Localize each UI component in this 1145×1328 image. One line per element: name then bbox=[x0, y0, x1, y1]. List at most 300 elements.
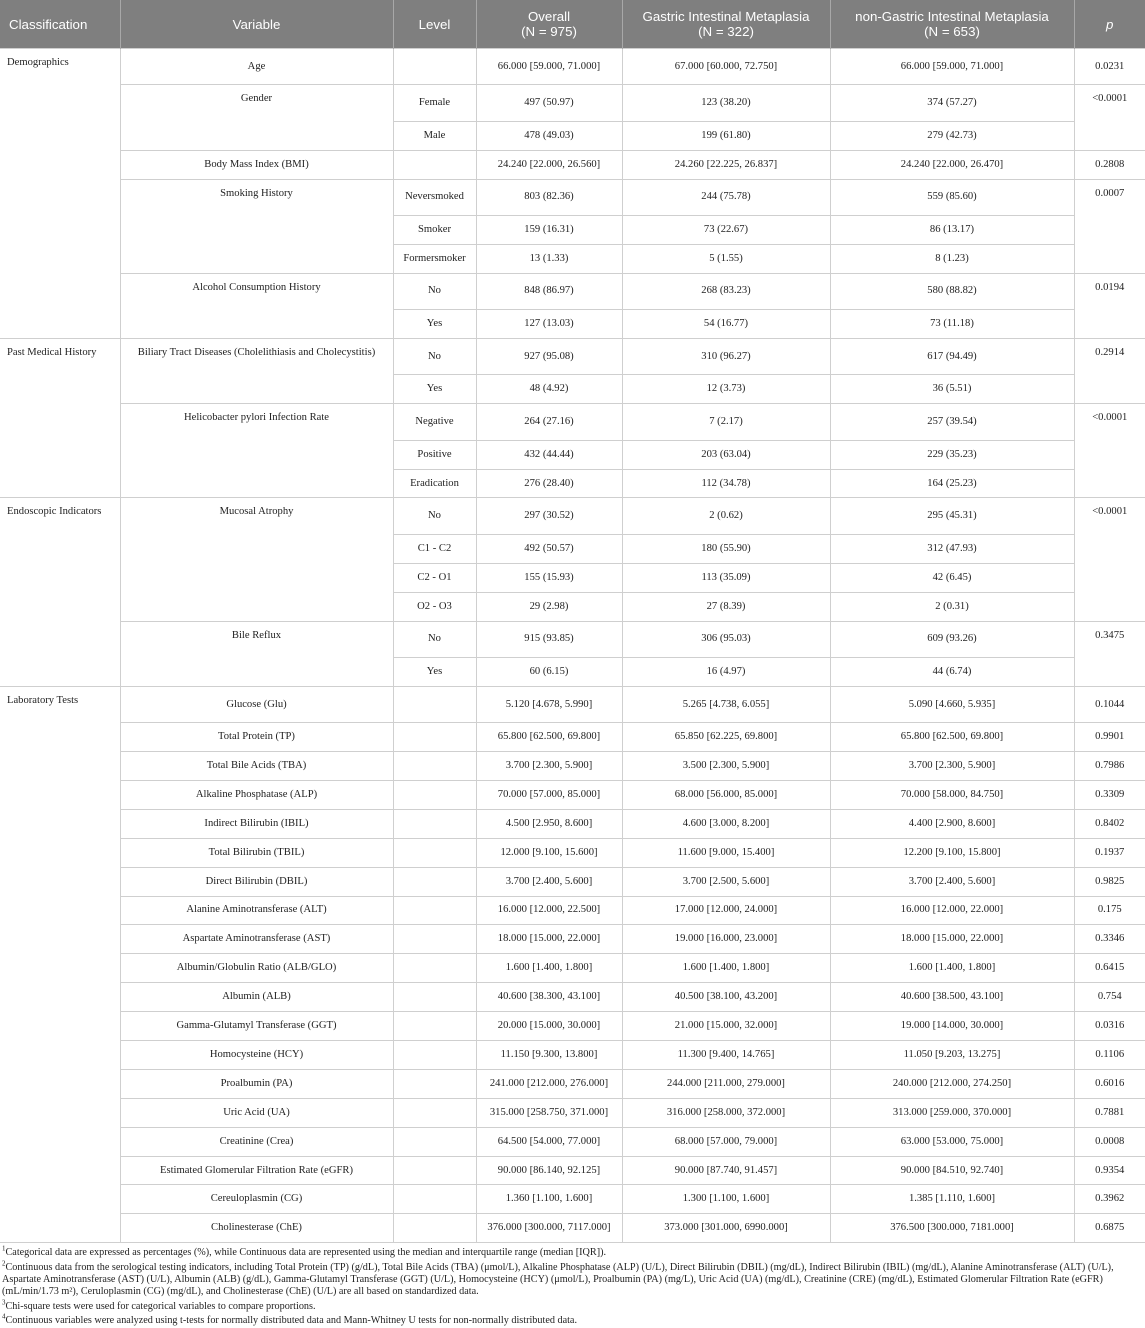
level-cell bbox=[393, 925, 476, 954]
classification-cell bbox=[0, 469, 120, 498]
level-cell bbox=[393, 983, 476, 1012]
p-value-cell: 0.3346 bbox=[1074, 925, 1145, 954]
non-gim-cell: 70.000 [58.000, 84.750] bbox=[830, 780, 1074, 809]
non-gim-cell: 24.240 [22.000, 26.470] bbox=[830, 150, 1074, 179]
p-value-cell: 0.3309 bbox=[1074, 780, 1145, 809]
classification-cell bbox=[0, 534, 120, 563]
gim-cell: 306 (95.03) bbox=[622, 621, 830, 657]
table-row bbox=[0, 925, 1145, 954]
p-value-cell bbox=[1074, 592, 1145, 621]
classification-cell bbox=[0, 404, 120, 440]
non-gim-cell: 16.000 [12.000, 22.000] bbox=[830, 896, 1074, 925]
gim-cell: 4.600 [3.000, 8.200] bbox=[622, 809, 830, 838]
level-cell bbox=[393, 1069, 476, 1098]
table-row bbox=[0, 686, 1145, 722]
gim-cell: 7 (2.17) bbox=[622, 404, 830, 440]
gim-cell: 11.600 [9.000, 15.400] bbox=[622, 838, 830, 867]
gim-cell: 310 (96.27) bbox=[622, 339, 830, 375]
variable-cell bbox=[120, 375, 393, 404]
level-cell: No bbox=[393, 273, 476, 309]
classification-cell bbox=[0, 723, 120, 752]
classification-cell bbox=[0, 983, 120, 1012]
gim-cell: 3.500 [2.300, 5.900] bbox=[622, 752, 830, 781]
non-gim-cell: 66.000 [59.000, 71.000] bbox=[830, 49, 1074, 85]
p-value-cell: 0.9354 bbox=[1074, 1156, 1145, 1185]
table-row bbox=[0, 215, 1145, 244]
footnote-text: Chi-square tests were used for categorical variables to compare proportions. bbox=[5, 1300, 316, 1312]
level-cell: Male bbox=[393, 121, 476, 150]
level-cell: C1 - C2 bbox=[393, 534, 476, 563]
footnote-mark: 2 bbox=[2, 1259, 6, 1268]
p-value-cell bbox=[1074, 657, 1145, 686]
non-gim-cell: 3.700 [2.400, 5.600] bbox=[830, 867, 1074, 896]
table-row bbox=[0, 954, 1145, 983]
level-cell bbox=[393, 150, 476, 179]
variable-cell: Age bbox=[120, 49, 393, 85]
table-row bbox=[0, 339, 1145, 375]
gim-cell: 12 (3.73) bbox=[622, 375, 830, 404]
p-value-cell bbox=[1074, 244, 1145, 273]
p-value-cell: 0.175 bbox=[1074, 896, 1145, 925]
table-row bbox=[0, 534, 1145, 563]
level-cell: Female bbox=[393, 85, 476, 121]
variable-cell bbox=[120, 215, 393, 244]
gim-cell: 2 (0.62) bbox=[622, 498, 830, 534]
header-non-gim bbox=[830, 0, 1074, 49]
table-row bbox=[0, 1127, 1145, 1156]
p-value-cell: 0.1937 bbox=[1074, 838, 1145, 867]
non-gim-cell: 11.050 [9.203, 13.275] bbox=[830, 1041, 1074, 1070]
variable-cell bbox=[120, 469, 393, 498]
classification-cell bbox=[0, 273, 120, 309]
overall-cell: 478 (49.03) bbox=[476, 121, 622, 150]
table-row bbox=[0, 896, 1145, 925]
non-gim-cell: 73 (11.18) bbox=[830, 310, 1074, 339]
overall-cell: 155 (15.93) bbox=[476, 563, 622, 592]
p-value-cell bbox=[1074, 310, 1145, 339]
variable-cell: Direct Bilirubin (DBIL) bbox=[120, 867, 393, 896]
overall-cell: 376.000 [300.000, 7117.000] bbox=[476, 1214, 622, 1242]
table-row bbox=[0, 723, 1145, 752]
classification-cell bbox=[0, 925, 120, 954]
variable-cell: Bile Reflux bbox=[120, 621, 393, 657]
gim-cell: 5 (1.55) bbox=[622, 244, 830, 273]
classification-cell bbox=[0, 1156, 120, 1185]
p-value-cell bbox=[1074, 563, 1145, 592]
variable-cell: Estimated Glomerular Filtration Rate (eGFR) bbox=[120, 1156, 393, 1185]
classification-cell bbox=[0, 244, 120, 273]
table-row bbox=[0, 404, 1145, 440]
classification-cell bbox=[0, 179, 120, 215]
overall-cell: 1.360 [1.100, 1.600] bbox=[476, 1185, 622, 1214]
header-p-value: p bbox=[1074, 0, 1145, 49]
level-cell bbox=[393, 1041, 476, 1070]
laboratory-tests-section bbox=[0, 686, 1145, 1242]
gim-cell: 123 (38.20) bbox=[622, 85, 830, 121]
p-value-cell bbox=[1074, 375, 1145, 404]
overall-cell: 127 (13.03) bbox=[476, 310, 622, 339]
level-cell: No bbox=[393, 339, 476, 375]
p-value-cell: 0.6016 bbox=[1074, 1069, 1145, 1098]
variable-cell bbox=[120, 310, 393, 339]
header-non-gim-n: (N = 653) bbox=[924, 24, 980, 39]
overall-cell: 64.500 [54.000, 77.000] bbox=[476, 1127, 622, 1156]
variable-cell: Gender bbox=[120, 85, 393, 121]
level-cell bbox=[393, 1185, 476, 1214]
variable-cell: Indirect Bilirubin (IBIL) bbox=[120, 809, 393, 838]
header-overall bbox=[476, 0, 622, 49]
table-row bbox=[0, 1185, 1145, 1214]
gim-cell: 90.000 [87.740, 91.457] bbox=[622, 1156, 830, 1185]
classification-cell: Endoscopic Indicators bbox=[0, 498, 120, 534]
header-overall-label: Overall bbox=[527, 9, 571, 24]
level-cell bbox=[393, 954, 476, 983]
classification-cell bbox=[0, 1012, 120, 1041]
gim-cell: 24.260 [22.225, 26.837] bbox=[622, 150, 830, 179]
p-value-cell: 0.1106 bbox=[1074, 1041, 1145, 1070]
variable-cell bbox=[120, 534, 393, 563]
classification-cell bbox=[0, 1069, 120, 1098]
non-gim-cell: 374 (57.27) bbox=[830, 85, 1074, 121]
gim-cell: 21.000 [15.000, 32.000] bbox=[622, 1012, 830, 1041]
overall-cell: 241.000 [212.000, 276.000] bbox=[476, 1069, 622, 1098]
level-cell bbox=[393, 1214, 476, 1242]
level-cell: Yes bbox=[393, 375, 476, 404]
classification-cell bbox=[0, 121, 120, 150]
level-cell bbox=[393, 1012, 476, 1041]
non-gim-cell: 4.400 [2.900, 8.600] bbox=[830, 809, 1074, 838]
classification-cell bbox=[0, 657, 120, 686]
table-row bbox=[0, 179, 1145, 215]
classification-cell: Demographics bbox=[0, 49, 120, 85]
variable-cell: Gamma-Glutamyl Transferase (GGT) bbox=[120, 1012, 393, 1041]
level-cell bbox=[393, 838, 476, 867]
classification-cell bbox=[0, 780, 120, 809]
level-cell bbox=[393, 686, 476, 722]
overall-cell: 159 (16.31) bbox=[476, 215, 622, 244]
overall-cell: 90.000 [86.140, 92.125] bbox=[476, 1156, 622, 1185]
gim-cell: 3.700 [2.500, 5.600] bbox=[622, 867, 830, 896]
non-gim-cell: 1.600 [1.400, 1.800] bbox=[830, 954, 1074, 983]
p-value-cell: <0.0001 bbox=[1074, 498, 1145, 534]
level-cell bbox=[393, 723, 476, 752]
overall-cell: 3.700 [2.400, 5.600] bbox=[476, 867, 622, 896]
footnote bbox=[2, 1298, 1143, 1313]
table-row bbox=[0, 1098, 1145, 1127]
gim-cell: 112 (34.78) bbox=[622, 469, 830, 498]
variable-cell: Albumin (ALB) bbox=[120, 983, 393, 1012]
table-row bbox=[0, 563, 1145, 592]
variable-cell: Cholinesterase (ChE) bbox=[120, 1214, 393, 1242]
header-gim bbox=[622, 0, 830, 49]
overall-cell: 16.000 [12.000, 22.500] bbox=[476, 896, 622, 925]
non-gim-cell: 3.700 [2.300, 5.900] bbox=[830, 752, 1074, 781]
non-gim-cell: 313.000 [259.000, 370.000] bbox=[830, 1098, 1074, 1127]
overall-cell: 13 (1.33) bbox=[476, 244, 622, 273]
footnote-text: Continuous data from the serological testing indicators, including Total Protein (TP) (g/dL), Total Bile Acids (TBA) (μmol/L), Alkaline Phosphatase (ALP) (U/L), Direct Bilirubin (DBIL) (mg/dL), Indirect Bilirubin (IBIL) (mg/dL), Alanine Aminotransferase (ALT) (U/L), Aspartate Aminotransferase (AST) (U/L), Albumin (ALB) (g/dL), Gamma-Glutamyl Transferase (GGT) (U/L), Homocysteine (HCY) (μmol/L), Proalbumin (PA) (mg/L), Uric Acid (UA) (mg/dL), Creatinine (CRE) (mg/dL), Estimated Glomerular Filtration Rate (eGFR) (mL/min/1.73 m²), Ceruloplasmin (CG) (mg/dL), and Cholinesterase (ChE) (U/L) are all based on standardized data. bbox=[2, 1261, 1114, 1298]
p-value-cell: 0.754 bbox=[1074, 983, 1145, 1012]
classification-cell bbox=[0, 1185, 120, 1214]
table-row bbox=[0, 310, 1145, 339]
p-value-cell: 0.7986 bbox=[1074, 752, 1145, 781]
non-gim-cell: 240.000 [212.000, 274.250] bbox=[830, 1069, 1074, 1098]
level-cell bbox=[393, 896, 476, 925]
table-row bbox=[0, 273, 1145, 309]
non-gim-cell: 164 (25.23) bbox=[830, 469, 1074, 498]
gim-cell: 19.000 [16.000, 23.000] bbox=[622, 925, 830, 954]
variable-cell: Total Protein (TP) bbox=[120, 723, 393, 752]
variable-cell: Alcohol Consumption History bbox=[120, 273, 393, 309]
overall-cell: 66.000 [59.000, 71.000] bbox=[476, 49, 622, 85]
level-cell: Smoker bbox=[393, 215, 476, 244]
gim-cell: 180 (55.90) bbox=[622, 534, 830, 563]
variable-cell: Albumin/Globulin Ratio (ALB/GLO) bbox=[120, 954, 393, 983]
level-cell bbox=[393, 780, 476, 809]
non-gim-cell: 12.200 [9.100, 15.800] bbox=[830, 838, 1074, 867]
classification-cell bbox=[0, 1127, 120, 1156]
p-value-cell: 0.3475 bbox=[1074, 621, 1145, 657]
non-gim-cell: 42 (6.45) bbox=[830, 563, 1074, 592]
level-cell: Formersmoker bbox=[393, 244, 476, 273]
footnote bbox=[2, 1244, 1143, 1259]
table-row bbox=[0, 469, 1145, 498]
table-row bbox=[0, 85, 1145, 121]
level-cell: Eradication bbox=[393, 469, 476, 498]
p-value-cell: 0.0007 bbox=[1074, 179, 1145, 215]
non-gim-cell: 229 (35.23) bbox=[830, 440, 1074, 469]
non-gim-cell: 86 (13.17) bbox=[830, 215, 1074, 244]
table-row bbox=[0, 1041, 1145, 1070]
classification-cell bbox=[0, 1214, 120, 1242]
gim-cell: 316.000 [258.000, 372.000] bbox=[622, 1098, 830, 1127]
gim-cell: 27 (8.39) bbox=[622, 592, 830, 621]
classification-cell: Laboratory Tests bbox=[0, 686, 120, 722]
p-value-cell bbox=[1074, 469, 1145, 498]
gim-cell: 54 (16.77) bbox=[622, 310, 830, 339]
gim-cell: 1.300 [1.100, 1.600] bbox=[622, 1185, 830, 1214]
overall-cell: 5.120 [4.678, 5.990] bbox=[476, 686, 622, 722]
non-gim-cell: 312 (47.93) bbox=[830, 534, 1074, 563]
non-gim-cell: 609 (93.26) bbox=[830, 621, 1074, 657]
table-row bbox=[0, 1012, 1145, 1041]
p-value-cell: 0.6875 bbox=[1074, 1214, 1145, 1242]
variable-cell bbox=[120, 657, 393, 686]
level-cell: Yes bbox=[393, 310, 476, 339]
table-row bbox=[0, 1214, 1145, 1242]
variable-cell bbox=[120, 563, 393, 592]
level-cell: No bbox=[393, 621, 476, 657]
non-gim-cell: 19.000 [14.000, 30.000] bbox=[830, 1012, 1074, 1041]
level-cell bbox=[393, 809, 476, 838]
overall-cell: 803 (82.36) bbox=[476, 179, 622, 215]
classification-cell bbox=[0, 150, 120, 179]
p-value-cell: 0.7881 bbox=[1074, 1098, 1145, 1127]
table-row bbox=[0, 1156, 1145, 1185]
non-gim-cell: 63.000 [53.000, 75.000] bbox=[830, 1127, 1074, 1156]
classification-cell bbox=[0, 809, 120, 838]
level-cell: C2 - O1 bbox=[393, 563, 476, 592]
header-level: Level bbox=[393, 0, 476, 49]
overall-cell: 492 (50.57) bbox=[476, 534, 622, 563]
overall-cell: 927 (95.08) bbox=[476, 339, 622, 375]
classification-cell bbox=[0, 838, 120, 867]
variable-cell: Glucose (Glu) bbox=[120, 686, 393, 722]
variable-cell: Body Mass Index (BMI) bbox=[120, 150, 393, 179]
table-header-row bbox=[0, 0, 1145, 49]
overall-cell: 297 (30.52) bbox=[476, 498, 622, 534]
table-row bbox=[0, 592, 1145, 621]
level-cell: Positive bbox=[393, 440, 476, 469]
footnote-mark: 3 bbox=[2, 1298, 6, 1307]
table-row bbox=[0, 244, 1145, 273]
header-gim-n: (N = 322) bbox=[698, 24, 754, 39]
table-row bbox=[0, 867, 1145, 896]
classification-cell bbox=[0, 896, 120, 925]
level-cell bbox=[393, 1098, 476, 1127]
p-value-cell: 0.6415 bbox=[1074, 954, 1145, 983]
non-gim-cell: 580 (88.82) bbox=[830, 273, 1074, 309]
overall-cell: 497 (50.97) bbox=[476, 85, 622, 121]
non-gim-cell: 36 (5.51) bbox=[830, 375, 1074, 404]
footnote bbox=[2, 1259, 1143, 1299]
variable-cell: Alanine Aminotransferase (ALT) bbox=[120, 896, 393, 925]
p-value-cell: 0.1044 bbox=[1074, 686, 1145, 722]
gim-cell: 67.000 [60.000, 72.750] bbox=[622, 49, 830, 85]
non-gim-cell: 376.500 [300.000, 7181.000] bbox=[830, 1214, 1074, 1242]
variable-cell bbox=[120, 592, 393, 621]
classification-cell bbox=[0, 375, 120, 404]
p-value-cell bbox=[1074, 215, 1145, 244]
p-value-cell: 0.3962 bbox=[1074, 1185, 1145, 1214]
level-cell: Yes bbox=[393, 657, 476, 686]
gim-cell: 65.850 [62.225, 69.800] bbox=[622, 723, 830, 752]
header-classification: Classification bbox=[0, 0, 120, 49]
table-row bbox=[0, 780, 1145, 809]
classification-cell bbox=[0, 440, 120, 469]
overall-cell: 315.000 [258.750, 371.000] bbox=[476, 1098, 622, 1127]
table-row bbox=[0, 657, 1145, 686]
variable-cell: Helicobacter pylori Infection Rate bbox=[120, 404, 393, 440]
p-value-cell: <0.0001 bbox=[1074, 404, 1145, 440]
table-row bbox=[0, 49, 1145, 85]
level-cell bbox=[393, 752, 476, 781]
overall-cell: 48 (4.92) bbox=[476, 375, 622, 404]
table-row bbox=[0, 121, 1145, 150]
footnote-mark: 1 bbox=[2, 1244, 6, 1253]
gim-cell: 68.000 [56.000, 85.000] bbox=[622, 780, 830, 809]
classification-cell: Past Medical History bbox=[0, 339, 120, 375]
overall-cell: 264 (27.16) bbox=[476, 404, 622, 440]
non-gim-cell: 617 (94.49) bbox=[830, 339, 1074, 375]
non-gim-cell: 279 (42.73) bbox=[830, 121, 1074, 150]
overall-cell: 18.000 [15.000, 22.000] bbox=[476, 925, 622, 954]
variable-cell: Aspartate Aminotransferase (AST) bbox=[120, 925, 393, 954]
variable-cell bbox=[120, 440, 393, 469]
non-gim-cell: 90.000 [84.510, 92.740] bbox=[830, 1156, 1074, 1185]
header-overall-n: (N = 975) bbox=[521, 24, 577, 39]
level-cell: O2 - O3 bbox=[393, 592, 476, 621]
variable-cell: Creatinine (Crea) bbox=[120, 1127, 393, 1156]
p-value-cell: 0.0316 bbox=[1074, 1012, 1145, 1041]
header-variable: Variable bbox=[120, 0, 393, 49]
header-non-gim-label: non-Gastric Intestinal Metaplasia bbox=[855, 9, 1049, 24]
non-gim-cell: 257 (39.54) bbox=[830, 404, 1074, 440]
overall-cell: 29 (2.98) bbox=[476, 592, 622, 621]
p-value-cell: 0.9825 bbox=[1074, 867, 1145, 896]
p-value-cell: 0.9901 bbox=[1074, 723, 1145, 752]
overall-cell: 11.150 [9.300, 13.800] bbox=[476, 1041, 622, 1070]
p-value-cell: <0.0001 bbox=[1074, 85, 1145, 121]
level-cell bbox=[393, 1156, 476, 1185]
gim-cell: 68.000 [57.000, 79.000] bbox=[622, 1127, 830, 1156]
gim-cell: 268 (83.23) bbox=[622, 273, 830, 309]
gim-cell: 244 (75.78) bbox=[622, 179, 830, 215]
gim-cell: 244.000 [211.000, 279.000] bbox=[622, 1069, 830, 1098]
gim-cell: 73 (22.67) bbox=[622, 215, 830, 244]
overall-cell: 24.240 [22.000, 26.560] bbox=[476, 150, 622, 179]
footnote-text: Categorical data are expressed as percentages (%), while Continuous data are represented using the median and interquartile range (median [IQR]). bbox=[5, 1247, 607, 1259]
classification-cell bbox=[0, 563, 120, 592]
gim-cell: 11.300 [9.400, 14.765] bbox=[622, 1041, 830, 1070]
level-cell bbox=[393, 867, 476, 896]
non-gim-cell: 295 (45.31) bbox=[830, 498, 1074, 534]
p-value-cell: 0.2914 bbox=[1074, 339, 1145, 375]
overall-cell: 1.600 [1.400, 1.800] bbox=[476, 954, 622, 983]
p-value-cell bbox=[1074, 534, 1145, 563]
level-cell bbox=[393, 49, 476, 85]
non-gim-cell: 2 (0.31) bbox=[830, 592, 1074, 621]
non-gim-cell: 65.800 [62.500, 69.800] bbox=[830, 723, 1074, 752]
gim-cell: 17.000 [12.000, 24.000] bbox=[622, 896, 830, 925]
classification-cell bbox=[0, 1041, 120, 1070]
variable-cell: Mucosal Atrophy bbox=[120, 498, 393, 534]
variable-cell: Smoking History bbox=[120, 179, 393, 215]
level-cell: Negative bbox=[393, 404, 476, 440]
overall-cell: 276 (28.40) bbox=[476, 469, 622, 498]
non-gim-cell: 40.600 [38.500, 43.100] bbox=[830, 983, 1074, 1012]
variable-cell bbox=[120, 244, 393, 273]
non-gim-cell: 1.385 [1.110, 1.600] bbox=[830, 1185, 1074, 1214]
table-row bbox=[0, 440, 1145, 469]
non-gim-cell: 18.000 [15.000, 22.000] bbox=[830, 925, 1074, 954]
level-cell: No bbox=[393, 498, 476, 534]
overall-cell: 915 (93.85) bbox=[476, 621, 622, 657]
overall-cell: 40.600 [38.300, 43.100] bbox=[476, 983, 622, 1012]
table-row bbox=[0, 375, 1145, 404]
variable-cell: Cereuloplasmin (CG) bbox=[120, 1185, 393, 1214]
variable-cell: Biliary Tract Diseases (Cholelithiasis and Cholecystitis) bbox=[120, 339, 393, 375]
overall-cell: 12.000 [9.100, 15.600] bbox=[476, 838, 622, 867]
gim-cell: 113 (35.09) bbox=[622, 563, 830, 592]
gim-cell: 1.600 [1.400, 1.800] bbox=[622, 954, 830, 983]
header-gim-label: Gastric Intestinal Metaplasia bbox=[642, 9, 810, 24]
classification-cell bbox=[0, 621, 120, 657]
classification-cell bbox=[0, 215, 120, 244]
p-value-cell bbox=[1074, 121, 1145, 150]
p-value-cell: 0.0231 bbox=[1074, 49, 1145, 85]
table-row bbox=[0, 498, 1145, 534]
variable-cell: Uric Acid (UA) bbox=[120, 1098, 393, 1127]
classification-cell bbox=[0, 592, 120, 621]
overall-cell: 65.800 [62.500, 69.800] bbox=[476, 723, 622, 752]
overall-cell: 848 (86.97) bbox=[476, 273, 622, 309]
variable-cell: Alkaline Phosphatase (ALP) bbox=[120, 780, 393, 809]
overall-cell: 70.000 [57.000, 85.000] bbox=[476, 780, 622, 809]
gim-cell: 16 (4.97) bbox=[622, 657, 830, 686]
level-cell: Neversmoked bbox=[393, 179, 476, 215]
footnotes bbox=[0, 1242, 1145, 1327]
overall-cell: 4.500 [2.950, 8.600] bbox=[476, 809, 622, 838]
